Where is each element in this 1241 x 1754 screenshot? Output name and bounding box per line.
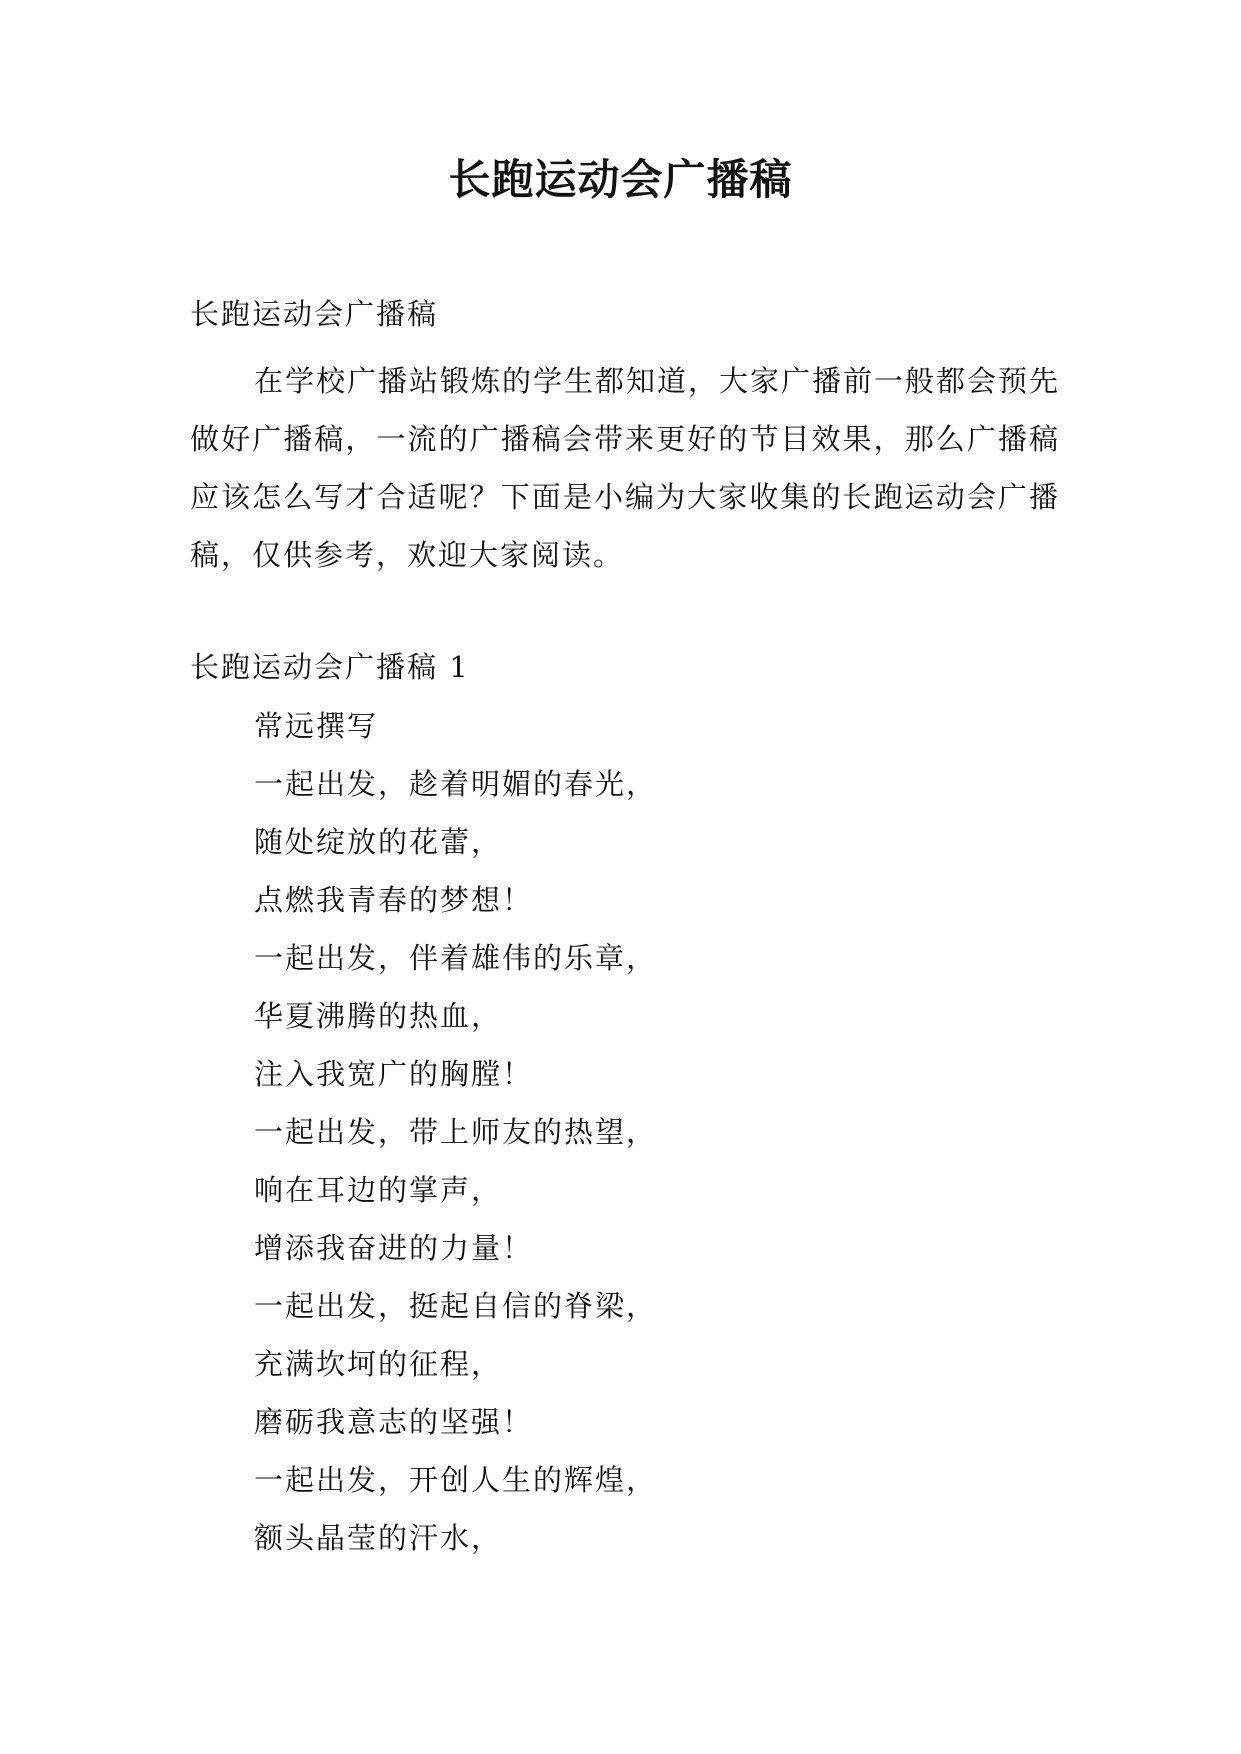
- poem-line: 一起出发，伴着雄伟的乐章，: [254, 941, 658, 975]
- poem-line: 注入我宽广的胸膛！: [254, 1057, 534, 1091]
- poem-line: 点燃我青春的梦想！: [254, 883, 534, 917]
- section-heading: 长跑运动会广播稿 1: [190, 650, 470, 684]
- document-subtitle: 长跑运动会广播稿: [190, 297, 439, 331]
- poem-line: 一起出发，挺起自信的脊梁，: [254, 1289, 658, 1323]
- intro-paragraph: 在学校广播站锻炼的学生都知道，大家广播前一般都会预先做好广播稿，一流的广播稿会带来更好的节目效果，那么广播稿应该怎么写才合适呢？下面是小编为大家收集的长跑运动会广播稿，仅供参考，欢迎大家阅读。: [190, 364, 1061, 572]
- poem-line: 响在耳边的掌声，: [254, 1173, 503, 1207]
- poem-line: 随处绽放的花蕾，: [254, 825, 503, 859]
- poem-line: 一起出发，带上师友的热望，: [254, 1115, 658, 1149]
- poem-line: 额头晶莹的汗水，: [254, 1521, 503, 1555]
- poem-line: 增添我奋进的力量！: [254, 1231, 534, 1265]
- poem-line: 华夏沸腾的热血，: [254, 999, 503, 1033]
- document-title: 长跑运动会广播稿: [448, 155, 793, 204]
- poem-line: 一起出发，开创人生的辉煌，: [254, 1463, 658, 1497]
- poem-line: 充满坎坷的征程，: [254, 1347, 503, 1381]
- poem-author-line: 常远撰写: [254, 709, 379, 743]
- poem-line: 磨砺我意志的坚强！: [254, 1405, 534, 1439]
- poem-line: 一起出发，趁着明媚的春光，: [254, 767, 658, 801]
- poem: [254, 697, 1060, 1567]
